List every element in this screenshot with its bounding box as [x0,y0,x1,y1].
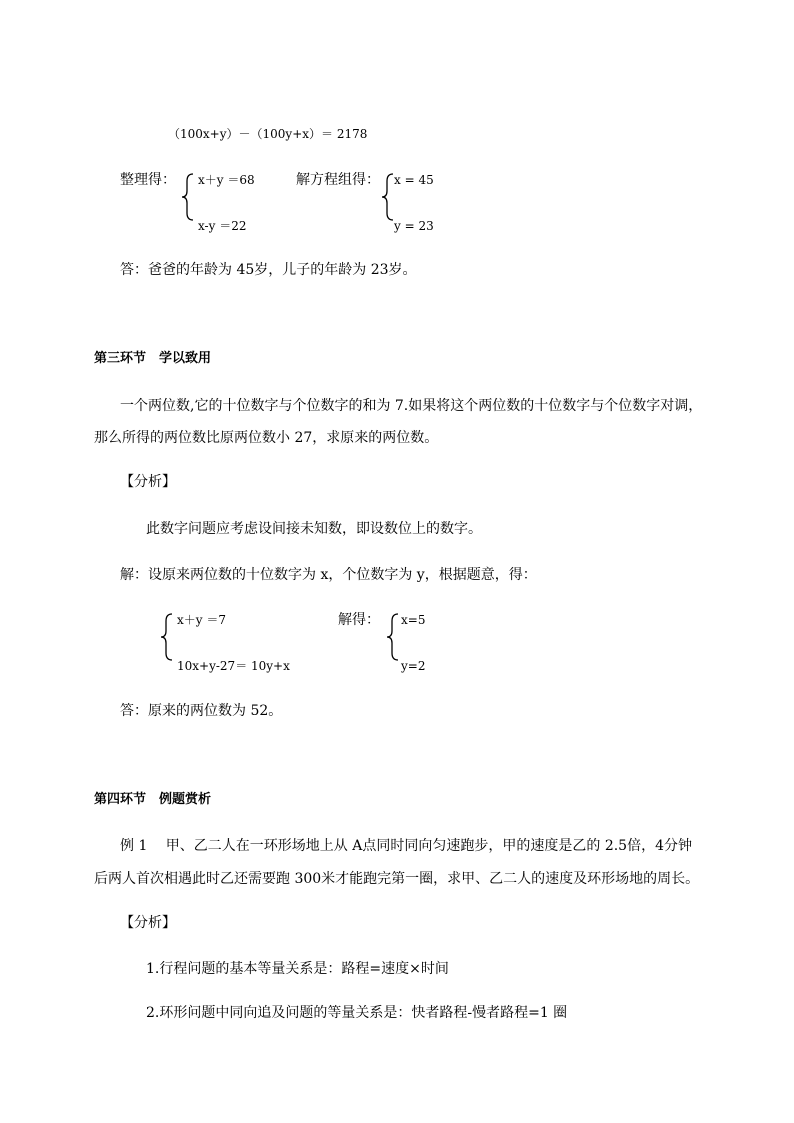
analysis-point-1: 1.行程问题的基本等量关系是：路程=速度×时间 [146,961,449,977]
problem-line-1: 一个两位数,它的十位数字与个位数字的和为 7.如果将这个两位数的十位数字与个位数字对调， [120,398,703,414]
solution-intro: 解：设原来两位数的十位数字为 x，个位数字为 y，根据题意，得： [120,567,537,583]
left-brace-icon [159,612,175,662]
left-brace-icon [180,172,196,222]
solution-y: y=2 [401,659,426,673]
system-equation-2: 10x+y-27＝ 10y+x [177,659,290,673]
problem-line-2: 那么所得的两位数比原两位数小 27，求原来的两位数。 [94,430,439,446]
solve-label: 解得： [338,612,380,628]
analysis-text: 此数字问题应考虑设间接未知数，即设数位上的数字。 [146,521,482,537]
answer-text: 答：原来的两位数为 52。 [120,703,283,719]
analysis-label: 【分析】 [120,474,176,490]
equation-line: （100x+y）－（100y+x）＝ 2178 [168,127,368,141]
system-equation-2: x-y ＝22 [198,219,247,233]
solution-x: x = 45 [394,173,434,187]
solution-y: y = 23 [394,219,434,233]
answer-text: 答：爸爸的年龄为 45岁，儿子的年龄为 23岁。 [120,262,417,278]
analysis-point-2: 2.环形问题中同向追及问题的等量关系是：快者路程-慢者路程=1 圈 [146,1005,568,1021]
example-line-1: 例 1 甲、乙二人在一环形场地上从 A点同时同向匀速跑步，甲的速度是乙的 2.5倍，4分钟 [120,838,692,854]
section-heading: 第四环节 例题赏析 [94,792,212,807]
system-equation-1: x＋y ＝7 [177,613,226,627]
arrange-label: 整理得： [120,172,176,188]
example-line-2: 后两人首次相遇此时乙还需要跑 300米才能跑完第一圈，求甲、乙二人的速度及环形场地的周长。 [94,871,700,887]
solution-x: x=5 [401,613,426,627]
analysis-label: 【分析】 [120,915,176,931]
system-equation-1: x＋y ＝68 [198,173,255,187]
left-brace-icon [385,612,401,662]
section-heading: 第三环节 学以致用 [94,351,212,366]
solve-label: 解方程组得： [296,172,380,188]
